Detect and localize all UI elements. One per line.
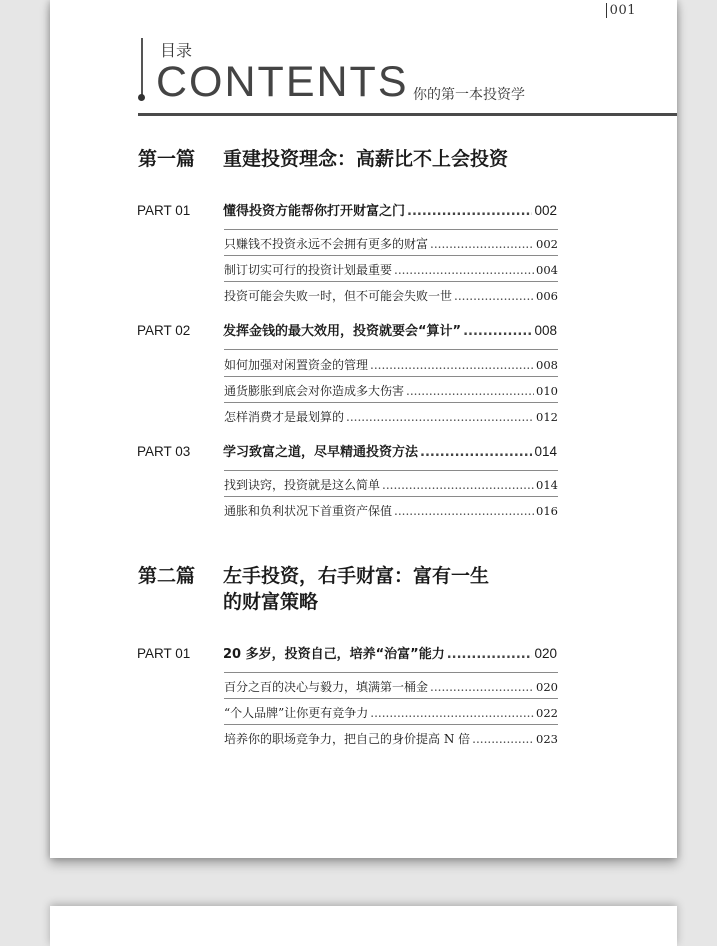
leader-dots bbox=[407, 203, 532, 221]
divider bbox=[224, 255, 558, 256]
leader-dots bbox=[394, 502, 534, 520]
item-title: 通货膨胀到底会对你造成多大伤害 bbox=[224, 384, 405, 398]
section-heading bbox=[138, 563, 490, 613]
toc-item-entry[interactable] bbox=[224, 261, 558, 279]
item-page: 020 bbox=[536, 680, 558, 694]
item-page: 022 bbox=[536, 706, 558, 720]
leader-dots bbox=[420, 444, 532, 462]
header-dot bbox=[138, 94, 145, 101]
leader-dots bbox=[394, 261, 534, 279]
toc-page bbox=[50, 0, 677, 858]
next-page-edge bbox=[50, 906, 677, 946]
toc-label-cn: 目录 bbox=[160, 41, 193, 60]
item-title: 找到诀窍，投资就是这么简单 bbox=[224, 478, 381, 492]
leader-dots bbox=[406, 382, 534, 400]
contents-heading: CONTENTS bbox=[156, 58, 409, 106]
part-label: PART 03 bbox=[137, 444, 191, 459]
item-title: 怎样消费才是最划算的 bbox=[224, 410, 345, 424]
divider bbox=[224, 229, 558, 230]
toc-part-entry[interactable] bbox=[137, 645, 557, 664]
leader-dots bbox=[370, 356, 534, 374]
item-page: 012 bbox=[536, 410, 558, 424]
part-page: 014 bbox=[534, 444, 557, 459]
toc-item-entry[interactable] bbox=[224, 730, 558, 748]
section-heading bbox=[138, 146, 509, 172]
item-title: 投资可能会失败一时，但不可能会失败一世 bbox=[224, 289, 453, 303]
item-page: 010 bbox=[536, 384, 558, 398]
part-label: PART 01 bbox=[137, 203, 191, 218]
part-title: 20 多岁，投资自己，培养“治富”能力 bbox=[223, 647, 445, 662]
leader-dots bbox=[454, 287, 534, 305]
item-page: 014 bbox=[536, 478, 558, 492]
toc-part-entry[interactable] bbox=[137, 202, 557, 221]
leader-dots bbox=[346, 408, 534, 426]
toc-item-entry[interactable] bbox=[224, 476, 558, 494]
item-page: 004 bbox=[536, 263, 558, 277]
divider bbox=[224, 496, 558, 497]
toc-item-entry[interactable] bbox=[224, 678, 558, 696]
part-title: 懂得投资方能帮你打开财富之门 bbox=[223, 204, 406, 219]
section-title: 重建投资理念：高薪比不上会投资 bbox=[223, 148, 509, 170]
leader-dots bbox=[472, 730, 534, 748]
toc-item-entry[interactable] bbox=[224, 287, 558, 305]
divider bbox=[224, 376, 558, 377]
toc-item-entry[interactable] bbox=[224, 382, 558, 400]
leader-dots bbox=[447, 646, 533, 664]
book-subtitle: 你的第一本投资学 bbox=[413, 87, 525, 103]
divider bbox=[224, 724, 558, 725]
leader-dots bbox=[430, 235, 534, 253]
item-title: 通胀和负利状况下首重资产保值 bbox=[224, 504, 393, 518]
item-title: 培养你的职场竞争力，把自己的身价提高 N 倍 bbox=[224, 732, 471, 746]
divider bbox=[224, 402, 558, 403]
toc-item-entry[interactable] bbox=[224, 356, 558, 374]
toc-part-entry[interactable] bbox=[137, 443, 557, 462]
part-page: 008 bbox=[534, 323, 557, 338]
part-label: PART 02 bbox=[137, 323, 191, 338]
section-label: 第一篇 bbox=[138, 148, 196, 170]
item-title: 百分之百的决心与毅力，填满第一桶金 bbox=[224, 680, 429, 694]
divider bbox=[224, 698, 558, 699]
header-rule bbox=[138, 113, 677, 116]
item-page: 008 bbox=[536, 358, 558, 372]
item-page: 016 bbox=[536, 504, 558, 518]
part-title: 学习致富之道，尽早精通投资方法 bbox=[223, 445, 419, 460]
item-title: 制订切实可行的投资计划最重要 bbox=[224, 263, 393, 277]
toc-item-entry[interactable] bbox=[224, 704, 558, 722]
section-label: 第二篇 bbox=[138, 565, 196, 587]
page-number: 001 bbox=[606, 3, 636, 18]
part-page: 002 bbox=[534, 203, 557, 218]
part-label: PART 01 bbox=[137, 646, 191, 661]
divider bbox=[224, 349, 558, 350]
leader-dots bbox=[382, 476, 534, 494]
toc-part-entry[interactable] bbox=[137, 322, 557, 341]
divider bbox=[224, 281, 558, 282]
part-page: 020 bbox=[534, 646, 557, 661]
section-title-line2: 的财富策略 bbox=[223, 591, 319, 613]
divider bbox=[224, 470, 558, 471]
item-title: 只赚钱不投资永远不会拥有更多的财富 bbox=[224, 237, 429, 251]
item-page: 006 bbox=[536, 289, 558, 303]
item-title: “个人品牌”让你更有竞争力 bbox=[224, 706, 369, 720]
item-page: 023 bbox=[536, 732, 558, 746]
leader-dots bbox=[370, 704, 534, 722]
header-vertical-line bbox=[141, 38, 143, 96]
leader-dots bbox=[463, 323, 532, 341]
leader-dots bbox=[430, 678, 534, 696]
toc-item-entry[interactable] bbox=[224, 235, 558, 253]
item-title: 如何加强对闲置资金的管理 bbox=[224, 358, 369, 372]
part-title: 发挥金钱的最大效用，投资就要会“算计” bbox=[223, 324, 462, 339]
toc-item-entry[interactable] bbox=[224, 502, 558, 520]
section-title: 左手投资，右手财富：富有一生 bbox=[223, 565, 490, 587]
item-page: 002 bbox=[536, 237, 558, 251]
divider bbox=[224, 672, 558, 673]
toc-item-entry[interactable] bbox=[224, 408, 558, 426]
